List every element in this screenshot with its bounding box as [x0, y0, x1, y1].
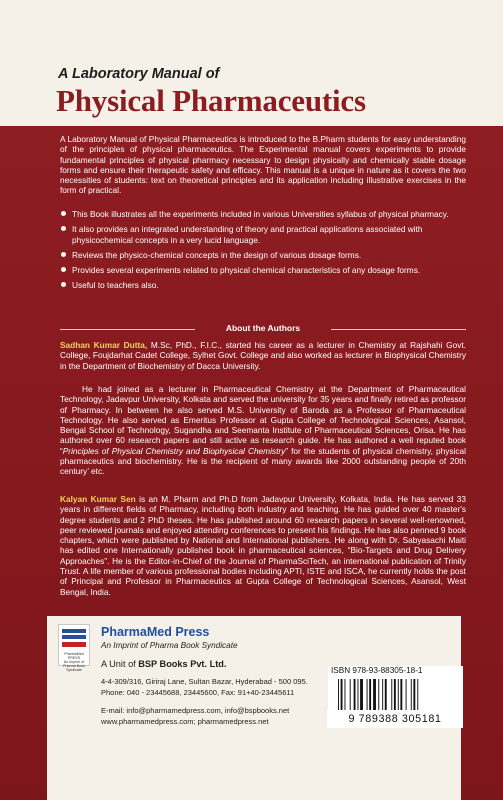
publisher-imprint: An Imprint of Pharma Book Syndicate	[101, 641, 238, 650]
author2-bio-text: is an M. Pharm and Ph.D from Jadavpur University, Kolkata, India. He has served 33 years in different fields of Pharmacy, including both industry and teaching. He has guided over 40 master's degree students and 2 PhD theses. He has published around 60 research papers in several well-renowned, peer reviewed journals and enjoyed attending conferences to present his findings. He has also penned 9 book chapters, which were published by National and International publishers. He along with Dr. Sabyasachi Maiti has edited one Internationally published book in pharmaceutical sciences, “Bio-Targets and Drug Delivery Approaches”. He is the Editor-in-Chief of the Journal of PharmaSciTech, an international publication of Trinity Trust. A life member of various professional bodies including APTI, ISTE and ISCA, he currently holds the post of Principal and Professor in Pharmaceutics at Gupta College of Technological Sciences, Asansol, West Bengal, India.	[60, 494, 466, 597]
bullet-dot-icon	[61, 226, 66, 231]
publisher-unit: A Unit of BSP Books Pvt. Ltd.	[101, 659, 227, 669]
author1-career	[60, 384, 466, 477]
bullet-dot-icon	[61, 282, 66, 287]
feature-text: Useful to teachers also.	[72, 280, 159, 291]
bullet-dot-icon	[61, 211, 66, 216]
feature-text: This Book illustrates all the experiments included in various Universities syllabus of physical pharmacy.	[72, 209, 449, 219]
feature-text: Provides several experiments related to physical chemical characteristics of any dosage forms.	[72, 265, 421, 276]
publisher-address-block	[101, 676, 308, 698]
isbn-number: ISBN 978-93-88305-18-1	[331, 666, 423, 675]
publisher-contact-block	[101, 705, 289, 727]
cover-header	[0, 0, 503, 126]
publisher-phone: Phone: 040 - 23445688, 23445600, Fax: 91+40-23445611	[101, 688, 295, 697]
author1-name: Sadhan Kumar Dutta,	[60, 340, 148, 350]
feature-text: Reviews the physico-chemical concepts in the design of various dosage forms.	[72, 249, 362, 260]
publisher-logo-text: PharmaMed PRESS An Imprint of Pharma Book Syndicate	[63, 652, 85, 672]
author1-bio-text: M.Sc, PhD., F.I.C., started his career as a lecturer in Chemistry at Rajshahi Govt. College, Foujdarhat Cadet College, Sylhet Govt. College and also worked as lecturer in Biophysical Chemistry in the Department of Biochemistry of Dacca University.	[60, 340, 466, 371]
feature-text: It also provides an integrated understanding of theory and practical applications associated with physicochemical concepts in a very lucid language.	[72, 224, 423, 245]
feature-item	[60, 250, 466, 260]
author1-career-text-end: ” for the students of physical chemistry, physical pharmaceutics and biochemistry. He is the recipient of many awards like 2000 outstanding people of 20th century’ etc.	[60, 445, 466, 477]
author2-bio	[60, 494, 466, 597]
bullet-dot-icon	[61, 252, 66, 257]
barcode-digits: 9 789388 305181	[327, 710, 463, 728]
author1-book-title: Principles of Physical Chemistry and Biophysical Chemistry	[62, 445, 286, 456]
publisher-name: PharmaMed Press	[101, 625, 210, 639]
feature-item	[60, 280, 466, 290]
publisher-unit-name: BSP Books Pvt. Ltd.	[138, 659, 227, 669]
publisher-email: E-mail: info@pharmamedpress.com, info@bspbooks.net	[101, 706, 290, 715]
publisher-address: 4-4-309/316, Giriraj Lane, Sultan Bazar, Hyderabad - 500 095.	[101, 677, 308, 686]
about-authors-label: About the Authors	[225, 323, 301, 333]
bullet-dot-icon	[61, 267, 66, 272]
feature-item	[60, 209, 466, 219]
publisher-logo	[58, 624, 90, 672]
feature-list	[60, 209, 466, 296]
feature-item	[60, 265, 466, 275]
intro-paragraph: A Laboratory Manual of Physical Pharmaceutics is introduced to the B.Pharm students for easy understanding of the principles of physical pharmaceutics. The Experimental manual covers experiments to provide fundamental principles of physical pharmacy necessary to design physically and chemically stable dosage forms and ensure their therapeutic safety and efficacy. This manual is a unique in nature as it covers the two necessities of students: text on theoretical principles and its application including illustrative exercises in the form of practical.	[60, 134, 466, 196]
author1-bio	[60, 340, 466, 371]
book-subtitle: A Laboratory Manual of	[58, 66, 220, 82]
feature-item	[60, 224, 466, 245]
divider	[331, 329, 466, 330]
about-authors-heading	[60, 323, 466, 335]
book-title: Physical Pharmaceutics	[56, 83, 366, 118]
publisher-website: www.pharmamedpress.com; pharmamedpress.net	[101, 717, 269, 726]
author1-career-text: He had joined as a lecturer in Pharmaceutical Chemistry at the Department of Pharmaceutical Technology, Jadavpur University, Kolkata and served the university for 35 years and finally retired as professor of Pharmacy. In between he also served M.S. University of Baroda as a Professor of Pharmaceutical Technology. He also served as Emeritus Professor at Gupta College of Technological Sciences, Asansol, Bengal School of Technology, Sugandha and Seemanta Institute of Pharmaceutical Sciences, Orisa. He has authored over 60 research papers and still active as research guide. He has authored a well reputed book “	[60, 384, 466, 456]
author2-name: Kalyan Kumar Sen	[60, 494, 136, 504]
